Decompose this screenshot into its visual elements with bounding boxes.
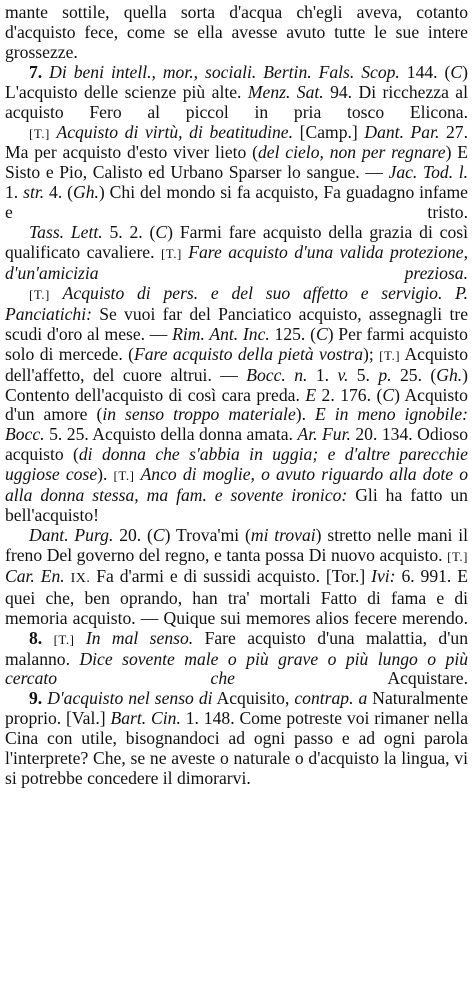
entry-sense-7: 7. Di beni intell., mor., sociali. Bertin. Fals. Scop. 144. (C) L'acquisto delle scienze più alte. Menz. Sat. 94. Di ricchezza al acquisto Fero al piccol in pria tosco Elicona. <box>5 61 469 122</box>
entry-sense-9: 9. D'acquisto nel senso di Acquisito, contrap. a Naturalmente proprio. [Val.] Bart. Cin. 1. 148. Come potreste voi rimaner nella Cina con utile, bisognandoci ad ogni passo e ad ogni parola l'interprete? Che, se ne aveste o naturale o d'acquisto la lingua, vi si potrebbe concedere il dimorarvi. <box>5 688 469 789</box>
entry-persona: [T.] Acquisto di pers. e del suo affetto e servigio. P. Panciatichi: Se vuoi far del Panciatico acquisto, assegnagli tre scudi d'oro al mese. — Rim. Ant. Inc. 125. (C) Per farmi acquisto solo di mercede. (Fare acquisto della pietà vostra); [T.] Acquisto dell'affetto, del cuore altrui. — Bocc. n. 1. v. 5. p. 25. (Gh.) Contento dell'acquisto di così cara preda. E 2. 176. (C) Acquisto d'un amore (in senso troppo materiale). E in meno ignobile: Bocc. 5. 25. Acquisto della donna amata. Ar. Fur. 20. 134. Odioso acquisto (di donna che s'abbia in uggia; e d'altre parecchie uggiose cose). [T.] Anco di moglie, o avuto riguardo alla dote o alla donna stessa, ma fam. e sovente ironico: Gli ha fatto un bell'acquisto! <box>5 282 469 526</box>
entry-tasso: Tass. Lett. 5. 2. (C) Farmi fare acquisto della grazia di così qualificato cavaliere. [T.] Fare acquisto d'una valida protezione, d'un'amicizia preziosa. <box>5 222 469 283</box>
entry-continuation: mante sottile, quella sorta d'acqua ch'egli aveva, cotanto d'acquisto fece, come se ella avesse avuto tutte le sue intere grossezze. <box>5 2 468 62</box>
entry-dante-purg: Dant. Purg. 20. (C) Trova'mi (mi trovai) stretto nelle mani il freno Del governo del regno, e tanta possa Di nuovo acquisto. [T.] Car. En. IX. Fa d'armi e di sussidi acquisto. [Tor.] Ivi: 6. 991. E quei che, ben oprando, han tra' mortali Fatto di fama e di memoria acquisto. — Quique sui memores alios fecere merendo. <box>5 524 468 628</box>
entry-sense-8: 8. [T.] In mal senso. Fare acquisto d'una malattia, d'un malanno. Dice sovente male o più grave o più lungo o più cercato che Acquistare. <box>5 627 468 689</box>
dictionary-page <box>5 3 468 979</box>
entry-virtu: [T.] Acquisto di virtù, di beatitudine. [Camp.] Dant. Par. 27. Ma per acquisto d'esto viver lieto (del cielo, non per regnare) E Sisto e Pio, Calisto ed Urbano Sparser lo sangue. — Jac. Tod. l. 1. str. 4. (Gh.) Chi del mondo si fa acquisto, Fa guadagno infame e tristo. <box>5 121 468 223</box>
